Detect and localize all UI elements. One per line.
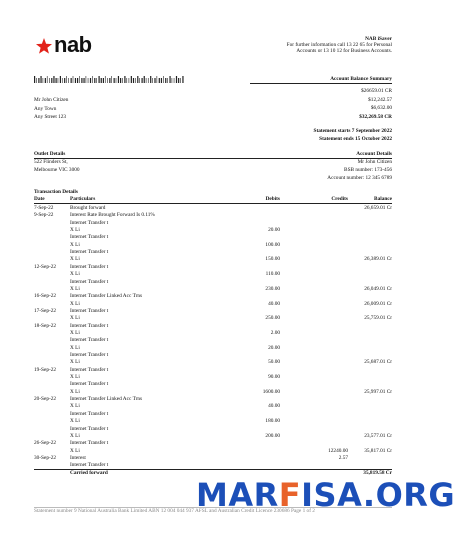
barcode-bar: [38, 78, 39, 83]
divider: [34, 203, 392, 204]
row-date: 20-Sep-22: [34, 396, 57, 403]
row-particulars: X Li: [70, 315, 80, 322]
row-particulars: X Li: [70, 447, 80, 454]
table-row: [34, 389, 392, 396]
summary-line-3: $6,632.00: [370, 105, 392, 111]
barcode-bar: [124, 76, 125, 83]
barcode-bar: [116, 78, 117, 83]
barcode-bar: [90, 78, 91, 83]
watermark-part-2: F: [278, 476, 302, 514]
barcode-bar: [135, 78, 136, 83]
row-particulars: X Li: [70, 271, 80, 278]
row-particulars: Internet Transfer t: [70, 322, 109, 329]
outlet-line-1: 522 Flinders St,: [34, 159, 68, 165]
col-date: Date: [34, 196, 45, 202]
row-particulars: X Li: [70, 285, 80, 292]
header-info: [222, 36, 392, 55]
barcode-bar: [139, 78, 140, 83]
row-balance: 23,577.01 Cr: [364, 432, 392, 439]
barcode-bar: [182, 76, 183, 83]
barcode-bar: [167, 78, 168, 83]
barcode-bar: [180, 78, 181, 83]
barcode-bar: [47, 76, 48, 83]
row-debit: 20.00: [268, 227, 280, 234]
row-balance: 25,997.01 Cr: [364, 388, 392, 395]
table-row: [34, 212, 392, 219]
barcode-bar: [103, 78, 104, 83]
barcode-bar: [165, 78, 166, 83]
row-particulars: Internet Transfer t: [70, 263, 109, 270]
table-row: [34, 433, 392, 440]
row-credit: 12240.00: [328, 447, 348, 454]
table-row: [34, 403, 392, 410]
watermark-part-3: ISA.ORG: [301, 476, 455, 514]
table-row: [34, 337, 392, 344]
watermark: [196, 476, 455, 514]
table-row: [34, 227, 392, 234]
row-particulars: X Li: [70, 256, 80, 263]
row-balance: 26,009.01 Cr: [364, 300, 392, 307]
table-row: [34, 426, 392, 433]
account-heading: Account Details: [356, 151, 392, 157]
row-particulars: Internet Transfer t: [70, 219, 109, 226]
divider: [250, 83, 392, 84]
row-particulars: X Li: [70, 388, 80, 395]
table-row: [34, 279, 392, 286]
barcode-bar: [152, 78, 153, 83]
customer-line-2: Any Town: [34, 105, 57, 112]
barcode-bar: [68, 78, 69, 83]
barcode-bar: [45, 78, 46, 83]
row-particulars: Internet Transfer t: [70, 278, 109, 285]
product-name: NAB iSaver: [365, 36, 392, 42]
row-particulars: Internet Transfer t: [70, 410, 109, 417]
col-credits: Credits: [331, 196, 348, 202]
barcode-bar: [88, 78, 89, 83]
row-balance: 26,049.01 Cr: [364, 285, 392, 292]
row-balance: 35,817.01 Cr: [364, 447, 392, 454]
account-number: Account number: 12 345 6789: [327, 175, 392, 181]
summary-heading: Account Balance Summary: [330, 76, 392, 82]
row-particulars: X Li: [70, 329, 80, 336]
row-debit: 150.00: [265, 256, 280, 263]
row-debit: 200.00: [265, 432, 280, 439]
row-particulars: Interest: [70, 454, 86, 461]
row-particulars: Internet Transfer Linked Acc Trns: [70, 396, 143, 403]
summary-line-2: $12,242.57: [368, 97, 392, 103]
table-row: [34, 381, 392, 388]
barcode-bar: [34, 76, 35, 83]
barcode-bar: [142, 78, 143, 83]
nab-star-icon: [36, 38, 52, 54]
row-date: 26-Sep-22: [34, 440, 57, 447]
barcode-bar: [101, 78, 102, 83]
table-row: [34, 396, 392, 403]
barcode-bar: [43, 78, 44, 83]
row-debit: 1600.00: [262, 388, 280, 395]
account-bsb: BSB number: 173-456: [344, 167, 392, 173]
barcode-bar: [36, 78, 37, 83]
row-debit: 90.00: [268, 374, 280, 381]
row-particulars: Internet Transfer t: [70, 352, 109, 358]
barcode-bar: [133, 78, 134, 83]
statement-start: Statement starts 7 September 2022: [313, 128, 392, 134]
barcode-bar: [86, 76, 87, 83]
barcode-bar: [150, 76, 151, 83]
nab-logo: [36, 32, 94, 58]
barcode-bar: [53, 76, 54, 83]
row-date: 12-Sep-22: [34, 263, 57, 270]
barcode-bar: [131, 76, 132, 83]
table-row: [34, 374, 392, 381]
barcode-bar: [56, 78, 57, 83]
row-particulars: Internet Transfer t: [70, 381, 109, 388]
barcode-bar: [83, 78, 84, 83]
transactions-heading: Transaction Details: [34, 189, 78, 195]
barcode-bar: [122, 78, 123, 83]
barcode-bar: [157, 76, 158, 83]
row-balance: 26,659.01 Cr: [364, 205, 392, 211]
barcode-bar: [114, 78, 115, 83]
table-row: [34, 323, 392, 330]
table-row: [34, 205, 392, 212]
table-row: [34, 293, 392, 300]
barcode-bar: [178, 78, 179, 83]
barcode-bar: [176, 76, 177, 83]
barcode-bar: [129, 78, 130, 83]
contact-line-2: Accounts or 13 10 12 for Business Accounts.: [296, 48, 392, 55]
table-row: [34, 308, 392, 315]
row-particulars: Internet Transfer t: [70, 307, 109, 314]
table-row: [34, 234, 392, 241]
barcode-bar: [137, 76, 138, 83]
row-particulars: X Li: [70, 227, 80, 234]
customer-line-3: Any Street 123: [34, 114, 67, 120]
customer-name: Mr John Citizen: [34, 97, 69, 103]
row-balance: 25,687.01 Cr: [364, 359, 392, 366]
row-particulars: Carried forward: [70, 469, 108, 476]
barcode-bar: [79, 76, 80, 83]
barcode-bar: [174, 78, 175, 83]
barcode-bar: [111, 76, 112, 83]
row-particulars: Internet Transfer t: [70, 337, 109, 344]
table-row: [34, 367, 392, 374]
footer-text: Statement number 9 National Australia Bank Limited ABN 12 004 044 937 AFSL and Australian Credit Licence 230686 Page 1 of 2: [34, 508, 315, 514]
barcode-bar: [172, 78, 173, 83]
row-particulars: X Li: [70, 300, 80, 307]
contact-line-1: For further information call 13 22 65 for Personal: [286, 42, 392, 49]
row-particulars: X Li: [70, 359, 80, 366]
row-date: 30-Sep-22: [34, 454, 57, 461]
table-row: [34, 455, 392, 462]
table-row: [34, 264, 392, 271]
table-row: [34, 359, 392, 366]
row-date: 16-Sep-22: [34, 293, 57, 300]
row-date: 9-Sep-22: [34, 212, 54, 219]
row-balance: 26,389.01 Cr: [364, 256, 392, 263]
barcode-bar: [154, 78, 155, 83]
barcode-bar: [62, 78, 63, 83]
barcode-bar: [75, 78, 76, 83]
row-date: 7-Sep-22: [34, 205, 54, 211]
table-row: [34, 220, 392, 227]
watermark-part-1: MAR: [196, 476, 279, 514]
row-date: 18-Sep-22: [34, 322, 57, 329]
row-debit: 250.00: [265, 315, 280, 322]
row-balance: 35,819.58 Cr: [363, 469, 392, 476]
barcode-bar: [161, 78, 162, 83]
row-particulars: Internet Transfer Linked Acc Trns: [70, 293, 143, 300]
barcode-bar: [163, 76, 164, 83]
summary-opening: $26659.01 CR: [361, 88, 392, 94]
barcode-bar: [109, 78, 110, 83]
customer-address: [34, 97, 68, 123]
table-row: [34, 242, 392, 249]
barcode-bar: [105, 76, 106, 83]
col-particulars: Particulars: [70, 196, 96, 202]
barcode-bar: [51, 78, 52, 83]
barcode-bar: [60, 76, 61, 83]
row-debit: 20.00: [268, 344, 280, 351]
table-row: [34, 256, 392, 263]
row-particulars: X Li: [70, 403, 80, 410]
barcode: [34, 76, 186, 83]
col-balance: Balance: [374, 196, 392, 202]
table-row: [34, 315, 392, 322]
barcode-bar: [144, 76, 145, 83]
row-date: 19-Sep-22: [34, 366, 57, 373]
row-debit: 2.00: [270, 329, 280, 336]
row-particulars: X Li: [70, 432, 80, 439]
row-date: 17-Sep-22: [34, 307, 57, 314]
barcode-bar: [58, 78, 59, 83]
row-particulars: X Li: [70, 418, 80, 425]
barcode-bar: [159, 78, 160, 83]
barcode-bar: [77, 78, 78, 83]
row-credit: 2.57: [338, 454, 348, 461]
barcode-bar: [73, 76, 74, 83]
row-debit: 40.00: [268, 300, 280, 307]
barcode-bar: [148, 78, 149, 83]
barcode-bar: [99, 76, 100, 83]
account-name: Mr John Citizen: [357, 159, 392, 165]
outlet-line-2: Melbourne VIC 3000: [34, 167, 80, 173]
table-row: [34, 345, 392, 352]
row-debit: 50.00: [268, 359, 280, 366]
row-debit: 180.00: [265, 418, 280, 425]
row-debit: 40.00: [268, 403, 280, 410]
table-row: [34, 286, 392, 293]
barcode-bar: [96, 78, 97, 83]
barcode-bar: [40, 76, 41, 83]
barcode-bar: [71, 78, 72, 83]
table-row: [34, 330, 392, 337]
row-balance: 25,759.01 Cr: [364, 315, 392, 322]
barcode-bar: [120, 78, 121, 83]
table-row: [34, 271, 392, 278]
row-debit: 100.00: [265, 241, 280, 248]
barcode-bar: [126, 78, 127, 83]
table-row: [34, 249, 392, 256]
barcode-bar: [66, 76, 67, 83]
row-particulars: Brought forward: [70, 205, 106, 211]
row-particulars: Interest Rate Brought Forward Is 0.11%: [70, 212, 155, 219]
row-particulars: Internet Transfer t: [70, 462, 109, 469]
outlet-heading: Outlet Details: [34, 151, 66, 157]
table-row: [34, 418, 392, 425]
table-row: [34, 352, 392, 359]
table-row: [34, 440, 392, 447]
barcode-bar: [49, 78, 50, 83]
barcode-bar: [118, 76, 119, 83]
table-row: [34, 411, 392, 418]
row-particulars: X Li: [70, 241, 80, 248]
row-particulars: Internet Transfer t: [70, 234, 109, 241]
row-particulars: X Li: [70, 344, 80, 351]
barcode-bar: [94, 78, 95, 83]
barcode-bar: [169, 76, 170, 83]
row-particulars: Internet Transfer t: [70, 249, 109, 256]
statement-end: Statement ends 15 October 2022: [319, 136, 392, 142]
table-header: [34, 196, 392, 203]
divider: [34, 469, 392, 470]
row-debit: 110.00: [265, 271, 280, 278]
row-debit: 230.00: [265, 285, 280, 292]
col-debits: Debits: [265, 196, 280, 202]
table-row: [34, 301, 392, 308]
barcode-bar: [81, 78, 82, 83]
logo-text: nab: [54, 32, 92, 57]
table-row: [34, 448, 392, 455]
row-particulars: Internet Transfer t: [70, 366, 109, 373]
row-particulars: X Li: [70, 374, 80, 381]
row-particulars: Internet Transfer t: [70, 425, 109, 432]
row-particulars: Internet Transfer t: [70, 440, 109, 447]
barcode-bar: [64, 78, 65, 83]
barcode-bar: [107, 78, 108, 83]
barcode-bar: [146, 78, 147, 83]
summary-closing: $32,269.58 CR: [359, 114, 392, 120]
barcode-bar: [92, 76, 93, 83]
